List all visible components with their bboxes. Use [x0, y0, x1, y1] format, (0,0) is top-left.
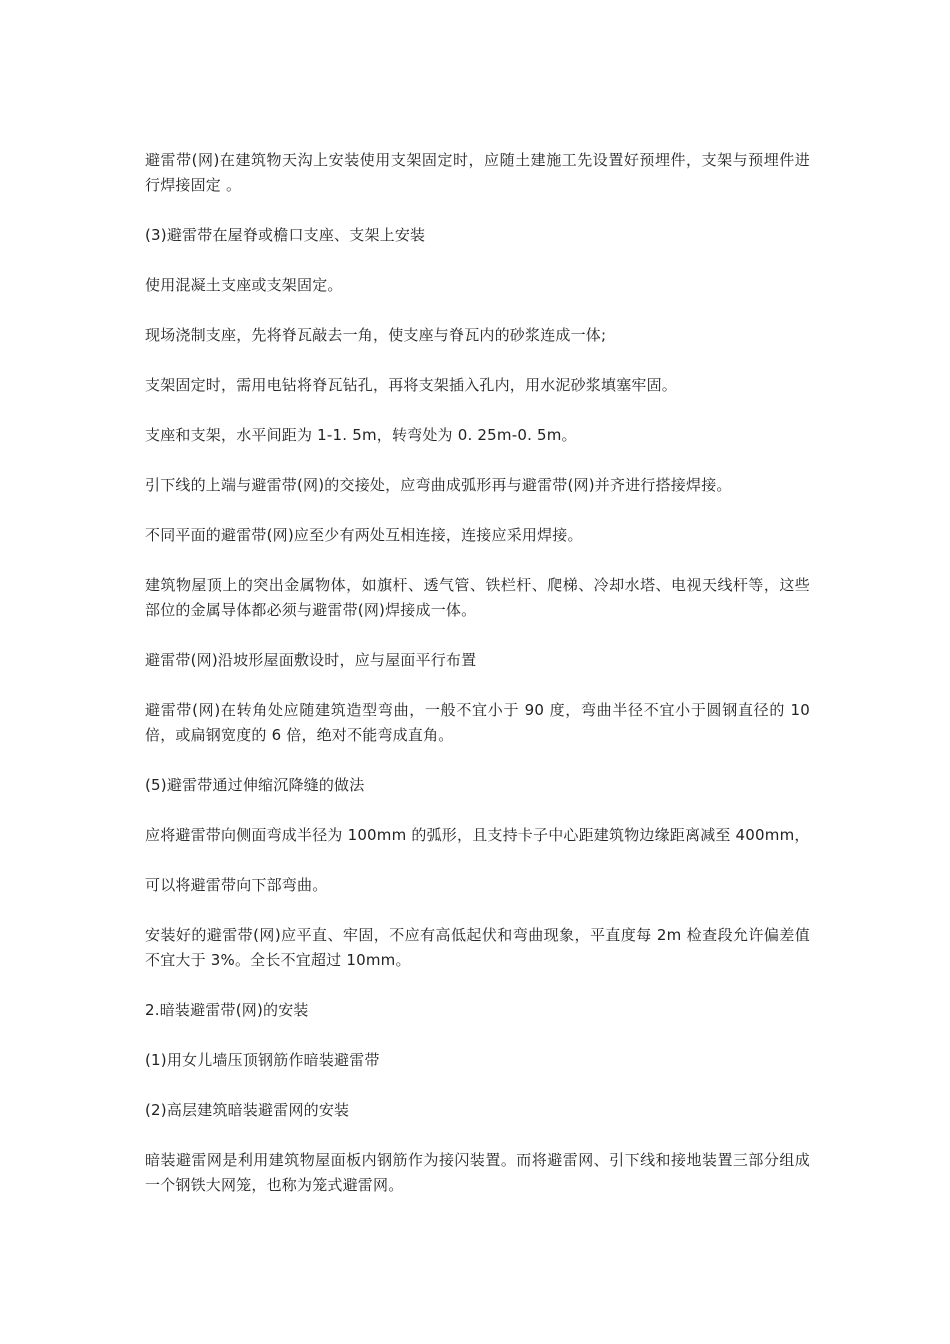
- paragraph: 应将避雷带向侧面弯成半径为 100mm 的弧形，且支持卡子中心距建筑物边缘距离减至 400mm，: [145, 826, 810, 844]
- paragraph: 暗装避雷网是利用建筑物屋面板内钢筋作为接闪装置。而将避雷网、引下线和接地装置三部分组成一个钢铁大网笼，也称为笼式避雷网。: [145, 1151, 810, 1194]
- paragraph: 避雷带(网)在建筑物天沟上安装使用支架固定时，应随土建施工先设置好预埋件，支架与预埋件进行焊接固定 。: [145, 151, 810, 194]
- paragraph: 不同平面的避雷带(网)应至少有两处互相连接，连接应采用焊接。: [145, 526, 583, 544]
- paragraph: 引下线的上端与避雷带(网)的交接处，应弯曲成弧形再与避雷带(网)并齐进行搭接焊接。: [145, 476, 732, 494]
- paragraph: 支座和支架，水平间距为 1-1. 5m，转弯处为 0. 25m-0. 5m。: [145, 426, 577, 444]
- section-heading: (5)避雷带通过伸缩沉降缝的做法: [145, 776, 365, 794]
- paragraph: 避雷带(网)沿坡形屋面敷设时，应与屋面平行布置: [145, 651, 477, 669]
- section-heading: (2)高层建筑暗装避雷网的安装: [145, 1101, 350, 1119]
- paragraph: 避雷带(网)在转角处应随建筑造型弯曲，一般不宜小于 90 度，弯曲半径不宜小于圆钢直径的 10 倍，或扁钢宽度的 6 倍，绝对不能弯成直角。: [145, 701, 810, 744]
- paragraph: 可以将避雷带向下部弯曲。: [145, 876, 328, 894]
- section-heading: (3)避雷带在屋脊或檐口支座、支架上安装: [145, 226, 426, 244]
- section-heading: 2.暗装避雷带(网)的安装: [145, 1001, 309, 1019]
- paragraph: 安装好的避雷带(网)应平直、牢固，不应有高低起伏和弯曲现象，平直度每 2m 检查段允许偏差值不宜大于 3%。全长不宜超过 10mm。: [145, 926, 810, 969]
- paragraph: 使用混凝土支座或支架固定。: [145, 276, 343, 294]
- document-body: [145, 148, 810, 1223]
- paragraph: 支架固定时，需用电钻将脊瓦钻孔，再将支架插入孔内，用水泥砂浆填塞牢固。: [145, 376, 678, 394]
- paragraph: 现场浇制支座，先将脊瓦敲去一角，使支座与脊瓦内的砂浆连成一体;: [145, 326, 607, 344]
- section-heading: (1)用女儿墙压顶钢筋作暗装避雷带: [145, 1051, 380, 1069]
- paragraph: 建筑物屋顶上的突出金属物体，如旗杆、透气管、铁栏杆、爬梯、冷却水塔、电视天线杆等，这些部位的金属导体都必须与避雷带(网)焊接成一体。: [145, 576, 810, 619]
